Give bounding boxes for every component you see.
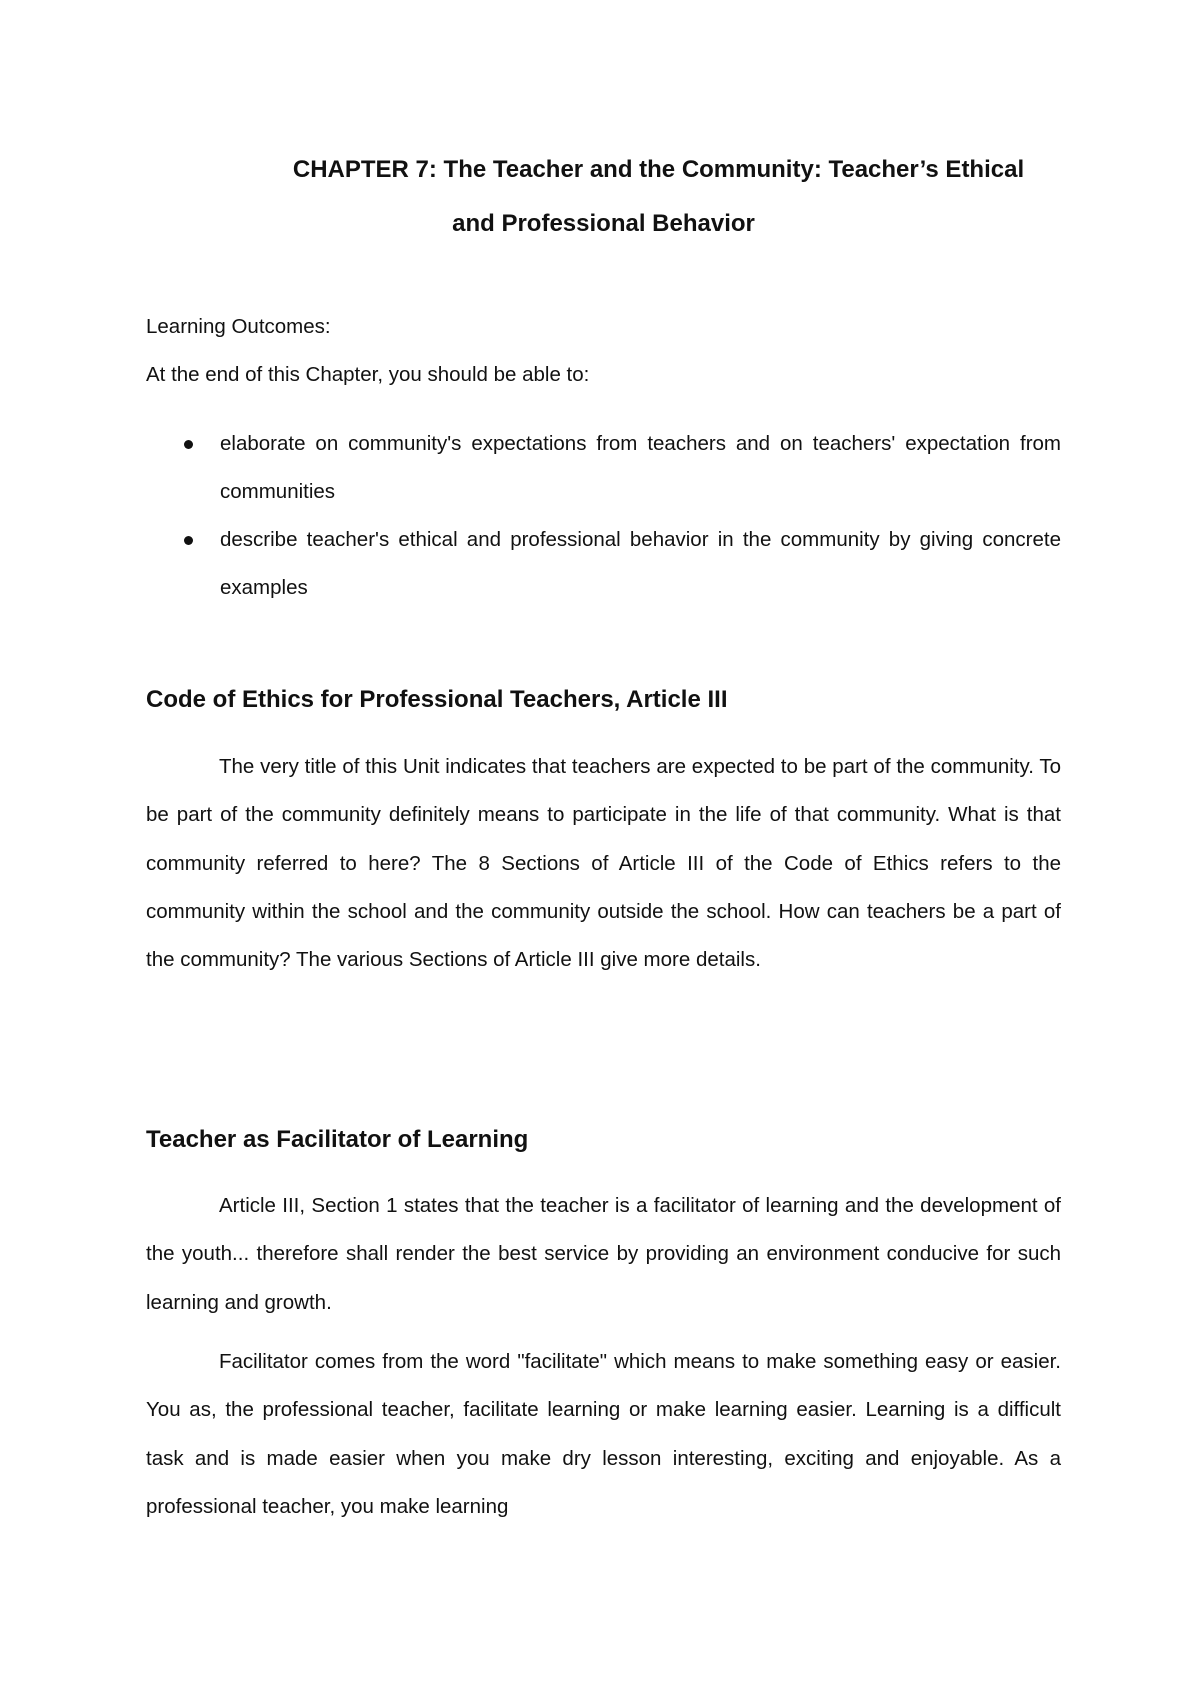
section-heading-code-of-ethics: Code of Ethics for Professional Teachers, Article III xyxy=(146,686,728,713)
section-heading-facilitator: Teacher as Facilitator of Learning xyxy=(146,1126,529,1153)
learning-outcomes-list xyxy=(146,420,1061,612)
paragraph-facilitator-2: Facilitator comes from the word "facilitate" which means to make something easy or easier. You as, the professional teacher, facilitate learning or make learning easier. Learning is a difficult task and is made easier when you make dry lesson interesting, exciting and enjoyable. As a professional teacher, you make learning xyxy=(146,1350,1061,1518)
chapter-title xyxy=(146,143,1061,251)
list-item xyxy=(146,516,1061,612)
chapter-title-line-2: and Professional Behavior xyxy=(452,210,755,237)
bullet-icon xyxy=(184,536,193,545)
learning-outcomes-intro: At the end of this Chapter, you should be able to: xyxy=(146,363,590,386)
chapter-title-line-1: CHAPTER 7: The Teacher and the Community: Teacher’s Ethical xyxy=(292,156,1025,183)
learning-outcomes-label: Learning Outcomes: xyxy=(146,315,331,338)
list-item-text: elaborate on community's expectations from teachers and on teachers' expectation from communities xyxy=(220,432,1061,503)
list-item-text: describe teacher's ethical and professional behavior in the community by giving concrete examples xyxy=(220,528,1061,599)
paragraph-code-of-ethics: The very title of this Unit indicates that teachers are expected to be part of the community. To be part of the community definitely means to participate in the life of that community. What is that community referred to here? The 8 Sections of Article III of the Code of Ethics refers to the community within the school and the community outside the school. How can teachers be a part of the community? The various Sections of Article III give more details. xyxy=(146,755,1061,972)
list-item xyxy=(146,420,1061,516)
paragraph-facilitator-1: Article III, Section 1 states that the teacher is a facilitator of learning and the development of the youth... therefore shall render the best service by providing an environment conducive for such learning and growth. xyxy=(146,1194,1061,1314)
bullet-icon xyxy=(184,440,193,449)
